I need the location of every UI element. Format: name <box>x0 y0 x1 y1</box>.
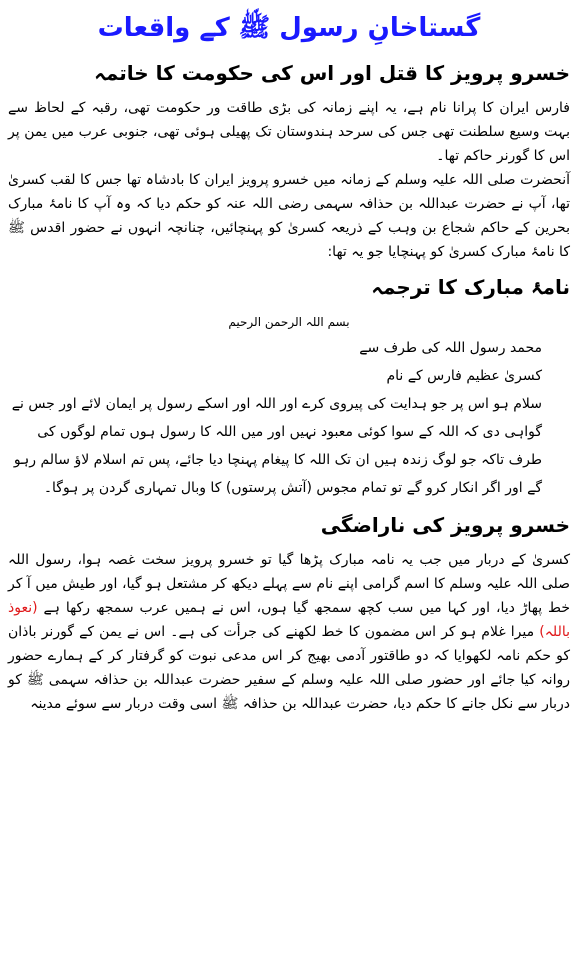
paragraph-persia-intro: فارس ایران کا پرانا نام ہے، یہ اپنے زمانہ کی بڑی طاقت ور حکومت تھی، رقبہ کے لحاظ سے بہت وسیع سلطنت تھی جس کی سرحد ہندوستان تک پھیلی ہوئی تھی، جنوبی عرب میں یمن پر اس کا گورنر حاکم تھا۔ <box>8 100 570 164</box>
red-highlight-text: (نعوذ باللہ) <box>8 600 570 640</box>
document-page <box>0 8 576 976</box>
letter-line-body: سلام ہو اس پر جو ہدایت کی پیروی کرے اور اللہ اور اسکے رسول پر ایمان لائے اور جس نے گواہی دی کہ اللہ کے سوا کوئی معبود نہیں اور میں اللہ کا رسول ہوں تمام لوگوں کی طرف تاکہ جو لوگ زندہ ہیں ان تک اللہ کا پیغام پہنچا دیا جائے، پس تم اسلام لاؤ سالم رہو گے اور اگر انکار کرو گے تو تمام مجوس (آتش پرستوں) کا وبال تمہاری گردن پر ہوگا۔ <box>11 396 542 496</box>
paragraph-anger-part-b: میرا غلام ہو کر اس مضمون کا خط لکھنے کی جرأت کی ہے۔ اس نے یمن کے گورنر باذان کو حکم نامہ لکھوایا کہ دو طاقتور آدمی بھیج کر اس مدعی نبوت کو گرفتار کر کے ہمارے حضور روانہ کیا جائے اور حضور صلی اللہ علیہ وسلم کے سفیر حضرت عبداللہ بن حذافہ سہمی ﷺ کو دربار سے نکل جانے کا حکم دیا، حضرت عبداللہ بن حذافہ ﷺ اسی وقت دربار سے سوئے مدینہ <box>8 624 570 712</box>
section-heading-khusro-anger: خسرو پرویز کی ناراضگی <box>320 513 570 537</box>
letter-line-from: محمد رسول اللہ کی طرف سے <box>359 340 542 356</box>
paragraph-letter-delivery: آنحضرت صلی اللہ علیہ وسلم کے زمانہ میں خسرو پرویز ایران کا بادشاہ تھا جس کا لقب کسریٰ تھا، آپ نے حضرت عبداللہ بن حذافہ سہمی رضی اللہ عنہ کو حکم دیا کہ وہ آپ کا نامۂ مبارک بحرین کے حاکم شجاع بن وہب کے ذریعہ کسریٰ کو پہنچائیں، چنانچہ انہوں نے حضور اقدس ﷺ کا نامۂ مبارک کسریٰ کو پہنچایا جو یہ تھا: <box>8 172 570 260</box>
paragraph-anger-part-a: کسریٰ کے دربار میں جب یہ نامہ مبارک پڑھا گیا تو خسرو پرویز سخت غصہ ہوا، رسول اللہ صلی اللہ علیہ وسلم کا اسم گرامی اپنے نام سے پہلے دیکھ کر مشتعل ہو گیا، اور طیش میں آ کر خط پھاڑ دیا، اور کہا میں سب کچھ سمجھ گیا ہوں، اس نے ہمیں عرب سمجھ رکھا ہے <box>8 552 571 616</box>
section-heading-khusro-death: خسرو پرویز کا قتل اور اس کی حکومت کا خاتمہ <box>94 61 570 85</box>
letter-text <box>8 334 570 502</box>
section-heading-letter-translation: نامۂ مبارک کا ترجمہ <box>371 275 570 299</box>
bismillah-line: بسم اللہ الرحمن الرحیم <box>228 315 350 329</box>
page-title: گستاخانِ رسول ﷺ کے واقعات <box>97 13 481 43</box>
paragraph-khusro-anger <box>8 548 570 716</box>
letter-line-to: کسریٰ عظیم فارس کے نام <box>386 368 542 384</box>
